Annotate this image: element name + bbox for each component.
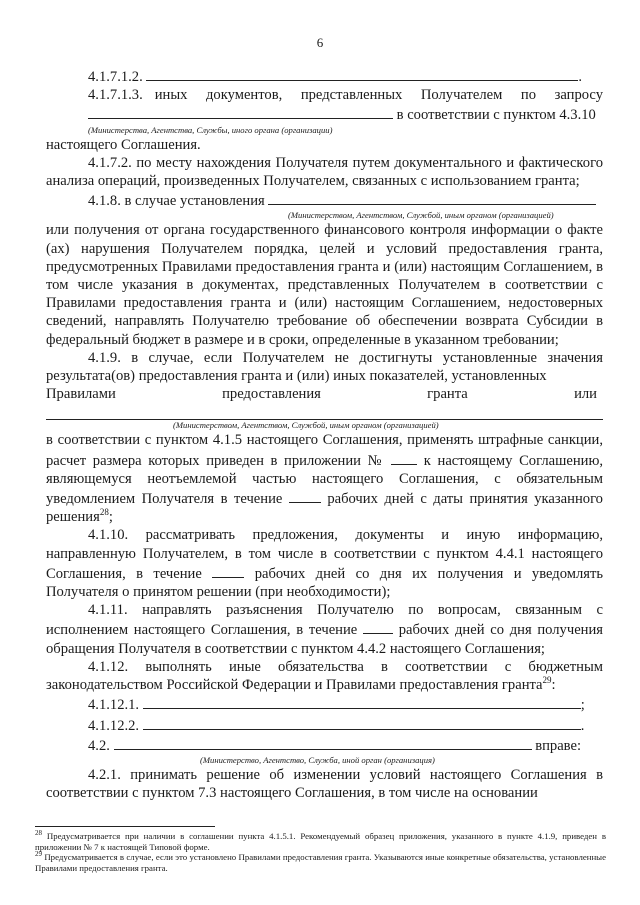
item-text: в соответствии с пунктом 4.3.10: [396, 107, 596, 124]
blank-line-full: [46, 405, 603, 420]
item-4-2-1: [46, 766, 603, 802]
item-text: 4.2.1. принимать решение об изменении условий настоящего Соглашения в соответствии с пунктом 7.3 настоящего Соглашения, в том числе на основании: [46, 766, 603, 802]
caption-ministry: (Министерством, Агентством, Службой, иным органом (организацией): [288, 210, 554, 221]
blank-line: [268, 190, 596, 205]
item-text: 4.1.11. направлять разъяснения Получателю по вопросам, связанным с исполнением настоящего Соглашения, в течение: [46, 602, 603, 639]
word: или: [574, 386, 597, 403]
blank-line: [143, 715, 581, 730]
item-label: 4.1.12.1.: [88, 697, 140, 714]
caption-ministry: (Министерства, Агентства, Службы, иного органа (организации): [88, 124, 333, 135]
blank-line: [212, 563, 244, 578]
page-number: 6: [316, 35, 324, 50]
item-text: 4.1.9. в случае, если Получателем не достигнуты установленные значения результата(ов) предоставления гранта и (или) иных показателей, установленных: [46, 349, 603, 385]
item-4-1-12: 4.1.12. выполнять иные обязательства в соответствии с бюджетным законодательством Российской Федерации и Правилами предоставления гранта$^{29}$:: [46, 658, 603, 694]
item-4-1-7-1-2: [88, 66, 603, 86]
item-text: рабочих дней со дня их получения и уведомлять Получателя о принятом решении (при необходимости);: [46, 565, 603, 601]
item-4-1-9-words: [46, 385, 603, 403]
item-text: рабочих дней с даты принятия указанного решения: [46, 491, 603, 526]
word: гранта: [427, 386, 468, 403]
footnote-29: [35, 852, 606, 873]
footnote-28: [35, 831, 606, 852]
item-4-1-7-1-3: [88, 86, 603, 104]
item-4-1-12-2: [88, 715, 603, 735]
footnote-ref[interactable]: 29: [542, 675, 552, 686]
item-label: 4.1.7.1.3.: [88, 87, 143, 104]
item-text: 4.1.7.2. по месту нахождения Получателя путем документального и фактического анализа операций, произведенных Получателем, связанных с использованием гранта;: [46, 154, 603, 190]
footnote-ref[interactable]: 28: [99, 507, 109, 518]
semicolon: ;: [580, 697, 585, 714]
blank-line: [114, 735, 532, 750]
item-4-2: [88, 735, 603, 755]
item-text: в соответствии с пунктом 4.1.5 настоящего Соглашения, применять штрафные санкции, расчет размера которых приведен в приложении №: [46, 432, 603, 469]
blank-line: [88, 104, 393, 119]
word: предоставления: [222, 386, 321, 403]
footnote-number: 28: [35, 829, 42, 838]
item-4-1-11: [46, 601, 603, 658]
text-line: настоящего Соглашения.: [46, 136, 201, 153]
item-label: 4.1.7.1.2.: [88, 69, 143, 85]
item-text: к настоящему Соглашению, являющемуся неотъемлемой частью настоящего Соглашения, с обязательным уведомлением Получателя в течение: [46, 452, 603, 508]
period: .: [580, 717, 585, 734]
period: .: [578, 69, 583, 85]
item-text: 4.1.10. рассматривать предложения, документы и иную информацию, направленную Получателем, в том числе в соответствии с пунктом 4.4.1 настоящего Соглашения, в течение: [46, 527, 603, 582]
item-4-1-10: [46, 526, 603, 601]
item-text: вправе:: [535, 737, 582, 754]
item-4-1-9-body: в соответствии с пунктом 4.1.5 настоящего Соглашения, применять штрафные санкции, расчет размера которых приведен в приложении № к настоящему Соглашению, являющемуся неотъемлемой частью настоящего Соглашения, с обязательным уведомлением Получателя в течение рабочих дней с даты принятия указанного решения$^{28}$;: [46, 432, 603, 526]
item-label: 4.1.12.2.: [88, 717, 140, 734]
item-text: рабочих дней со дня получения обращения Получателя в соответствии с пунктом 4.4.2 настоящего Соглашения;: [46, 622, 604, 657]
item-text: 4.1.12. выполнять иные обязательства в соответствии с бюджетным законодательством Российской Федерации и Правилами предоставления гранта: [46, 658, 603, 694]
item-4-1-7-2: [46, 154, 603, 190]
footnote-divider: [35, 826, 215, 827]
item-4-1-12-1: [88, 694, 603, 714]
footnotes: [35, 826, 606, 873]
item-text: иных документов, представленных Получателем по запросу: [154, 87, 603, 104]
item-4-1-8: [88, 190, 603, 210]
blank-line: [143, 694, 581, 709]
blank-line: [289, 488, 321, 503]
caption-ministry: (Министерством, Агентством, Службой, иным органом (организацией): [173, 420, 439, 431]
item-label: 4.1.8. в случае установления: [88, 193, 265, 210]
item-4-1-7-1-3-cont: [0, 104, 603, 124]
caption-ministry: (Министерство, Агентство, Служба, иной орган (организация): [200, 754, 435, 765]
footnote-number: 29: [35, 850, 42, 859]
word: Правилами: [46, 386, 116, 403]
blank-line: [146, 66, 578, 81]
footnote-text: Предусматривается в случае, если это установлено Правилами предоставления гранта. Указываются иные конкретные обязательства, установленные Правилами предоставления гранта.: [35, 852, 606, 873]
item-4-1-8-body: или получения от органа государственного финансового контроля информации о факте (ах) нарушения Получателем порядка, целей и условий предоставления гранта, предусмотренных Правилами предоставления гранта и (или) настоящим Соглашением, в том числе указания в документах, представленных Получателем в соответствии с Правилами предоставления гранта и (или) настоящим Соглашением, недостоверных сведений, направлять Получателю требование об обеспечении возврата Субсидии в федеральный бюджет в размере и в сроки, определенные в указанном требовании;: [46, 222, 603, 348]
blank-line: [363, 619, 393, 634]
document-body: [46, 66, 604, 802]
item-4-1-9: [46, 349, 603, 385]
footnote-text: Предусматривается при наличии в соглашении пункта 4.1.5.1. Рекомендуемый образец приложения, указанного в пункте 4.1.9, приведен в приложении № 7 к настоящей Типовой форме.: [35, 831, 606, 852]
blank-line: [391, 450, 417, 465]
item-label: 4.2.: [88, 737, 110, 754]
